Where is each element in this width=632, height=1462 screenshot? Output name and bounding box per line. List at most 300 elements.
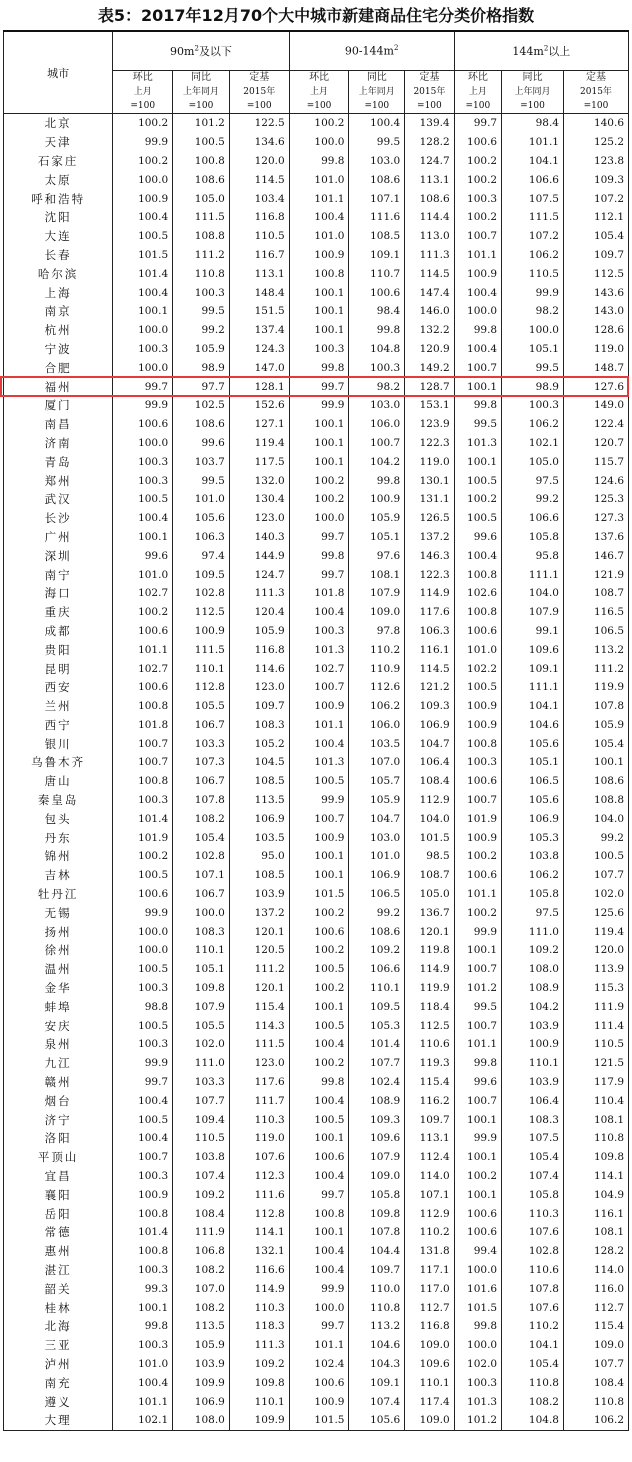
table-row <box>4 885 629 904</box>
city-name-cell: 常德 <box>4 1223 113 1242</box>
index-value-cell: 103.5 <box>349 734 405 753</box>
index-value-cell: 108.6 <box>405 189 455 208</box>
index-value-cell: 104.6 <box>502 716 564 735</box>
index-value-cell: 128.2 <box>405 133 455 152</box>
index-value-cell: 117.9 <box>563 1073 628 1092</box>
index-value-cell: 98.2 <box>349 377 405 396</box>
index-value-cell: 100.3 <box>113 340 173 359</box>
city-name-cell: 重庆 <box>4 603 113 622</box>
index-value-cell: 99.8 <box>289 358 349 377</box>
index-value-cell: 124.6 <box>563 471 628 490</box>
city-name-cell: 合肥 <box>4 358 113 377</box>
index-value-cell: 109.2 <box>349 941 405 960</box>
index-value-cell: 111.2 <box>563 659 628 678</box>
index-value-cell: 111.5 <box>173 640 230 659</box>
index-value-cell: 100.1 <box>289 866 349 885</box>
index-value-cell: 99.9 <box>289 791 349 810</box>
index-value-cell: 110.9 <box>349 659 405 678</box>
index-value-cell: 101.0 <box>113 1355 173 1374</box>
index-value-cell: 100.0 <box>173 903 230 922</box>
index-value-cell: 112.8 <box>229 1204 289 1223</box>
city-name-cell: 宁波 <box>4 340 113 359</box>
index-value-cell: 117.6 <box>229 1073 289 1092</box>
base-value-label: =100 <box>454 99 501 114</box>
index-value-cell: 105.6 <box>349 1411 405 1430</box>
index-value-cell: 100.4 <box>113 208 173 227</box>
index-value-cell: 127.1 <box>229 415 289 434</box>
index-value-cell: 100.9 <box>502 1035 564 1054</box>
index-value-cell: 131.1 <box>405 490 455 509</box>
index-value-cell: 100.7 <box>113 734 173 753</box>
index-value-cell: 98.5 <box>405 847 455 866</box>
index-value-cell: 111.9 <box>173 1223 230 1242</box>
city-name-cell: 宜昌 <box>4 1167 113 1186</box>
index-value-cell: 100.9 <box>289 1392 349 1411</box>
index-value-cell: 100.2 <box>289 471 349 490</box>
index-value-cell: 101.8 <box>289 584 349 603</box>
index-value-cell: 113.2 <box>349 1317 405 1336</box>
index-value-cell: 104.9 <box>563 1185 628 1204</box>
index-value-cell: 147.0 <box>229 358 289 377</box>
city-name-cell: 海口 <box>4 584 113 603</box>
index-value-cell: 101.1 <box>454 246 501 265</box>
index-value-cell: 109.0 <box>405 1411 455 1430</box>
index-value-cell: 95.8 <box>502 546 564 565</box>
index-value-cell: 105.3 <box>349 1016 405 1035</box>
index-value-cell: 100.1 <box>289 302 349 321</box>
index-value-cell: 101.3 <box>454 1392 501 1411</box>
table-row <box>4 208 629 227</box>
index-value-cell: 140.3 <box>229 528 289 547</box>
city-name-cell: 南宁 <box>4 565 113 584</box>
index-value-cell: 120.0 <box>229 152 289 171</box>
index-value-cell: 109.2 <box>502 941 564 960</box>
index-value-cell: 102.1 <box>502 434 564 453</box>
index-value-cell: 119.0 <box>405 452 455 471</box>
index-value-cell: 109.8 <box>349 1204 405 1223</box>
index-value-cell: 136.7 <box>405 903 455 922</box>
index-value-cell: 114.9 <box>229 1279 289 1298</box>
base-period-label: 上月 <box>289 85 349 99</box>
city-name-cell: 惠州 <box>4 1242 113 1261</box>
index-value-cell: 108.3 <box>502 1110 564 1129</box>
index-value-cell: 100.5 <box>289 1016 349 1035</box>
table-row <box>4 1355 629 1374</box>
base-period-label: 上年同月 <box>173 85 230 99</box>
index-value-cell: 107.6 <box>502 1298 564 1317</box>
index-value-cell: 100.4 <box>289 1167 349 1186</box>
index-value-cell: 116.7 <box>229 246 289 265</box>
index-value-cell: 101.4 <box>349 1035 405 1054</box>
index-value-cell: 120.7 <box>563 434 628 453</box>
index-value-cell: 100.0 <box>113 170 173 189</box>
city-name-cell: 武汉 <box>4 490 113 509</box>
index-value-cell: 102.7 <box>113 659 173 678</box>
index-value-cell: 113.2 <box>563 640 628 659</box>
index-value-cell: 110.3 <box>229 1298 289 1317</box>
index-value-cell: 100.3 <box>454 753 501 772</box>
index-value-cell: 100.8 <box>289 1204 349 1223</box>
index-value-cell: 100.9 <box>173 622 230 641</box>
city-name-cell: 成都 <box>4 622 113 641</box>
index-value-cell: 100.4 <box>289 1261 349 1280</box>
city-name-cell: 西安 <box>4 678 113 697</box>
index-value-cell: 108.6 <box>349 170 405 189</box>
index-value-cell: 137.6 <box>563 528 628 547</box>
city-name-cell: 大连 <box>4 227 113 246</box>
index-value-cell: 97.5 <box>502 903 564 922</box>
index-value-cell: 100.9 <box>454 828 501 847</box>
index-value-cell: 100.5 <box>113 960 173 979</box>
index-value-cell: 102.1 <box>113 1411 173 1430</box>
index-value-cell: 101.1 <box>502 133 564 152</box>
city-name-cell: 北海 <box>4 1317 113 1336</box>
index-value-cell: 109.0 <box>349 1167 405 1186</box>
base-value-label: =100 <box>405 99 455 114</box>
index-value-cell: 100.1 <box>113 528 173 547</box>
index-value-cell: 114.5 <box>229 170 289 189</box>
index-value-cell: 110.1 <box>349 979 405 998</box>
index-value-cell: 109.2 <box>229 1355 289 1374</box>
table-row <box>4 922 629 941</box>
index-value-cell: 112.5 <box>173 603 230 622</box>
index-value-cell: 108.1 <box>563 1223 628 1242</box>
city-name-cell: 长沙 <box>4 509 113 528</box>
table-row <box>4 1054 629 1073</box>
index-value-cell: 151.5 <box>229 302 289 321</box>
index-value-cell: 109.1 <box>502 659 564 678</box>
index-value-cell: 100.2 <box>113 847 173 866</box>
index-value-cell: 99.7 <box>289 1317 349 1336</box>
index-value-cell: 100.6 <box>454 1204 501 1223</box>
index-value-cell: 110.5 <box>502 264 564 283</box>
table-row <box>4 471 629 490</box>
index-value-cell: 110.6 <box>502 1261 564 1280</box>
index-value-cell: 109.7 <box>405 1110 455 1129</box>
index-value-cell: 108.3 <box>173 922 230 941</box>
index-value-cell: 148.4 <box>229 283 289 302</box>
index-value-cell: 100.9 <box>113 189 173 208</box>
group-header-tail: 以上 <box>548 45 571 58</box>
index-value-cell: 111.9 <box>563 997 628 1016</box>
index-value-cell: 100.4 <box>454 283 501 302</box>
index-value-cell: 100.3 <box>113 471 173 490</box>
index-value-cell: 109.8 <box>229 1373 289 1392</box>
group-header-sup: 2 <box>543 44 549 53</box>
index-value-cell: 105.1 <box>502 753 564 772</box>
index-value-cell: 110.0 <box>349 1279 405 1298</box>
index-value-cell: 100.2 <box>289 903 349 922</box>
index-value-cell: 120.1 <box>405 922 455 941</box>
index-value-cell: 132.2 <box>405 321 455 340</box>
index-value-cell: 120.4 <box>229 603 289 622</box>
city-name-cell: 厦门 <box>4 396 113 415</box>
index-value-cell: 99.7 <box>289 377 349 396</box>
index-value-cell: 108.2 <box>502 1392 564 1411</box>
group-header-sup: 2 <box>194 44 199 53</box>
index-value-cell: 100.5 <box>173 133 230 152</box>
index-value-cell: 116.1 <box>405 640 455 659</box>
table-row <box>4 809 629 828</box>
index-value-cell: 120.1 <box>229 979 289 998</box>
index-value-cell: 112.9 <box>405 1204 455 1223</box>
index-value-cell: 100.0 <box>289 509 349 528</box>
table-row <box>4 659 629 678</box>
group-header-small <box>113 31 289 71</box>
table-row <box>4 903 629 922</box>
index-value-cell: 117.5 <box>229 452 289 471</box>
index-value-cell: 101.2 <box>454 1411 501 1430</box>
index-value-cell: 100.0 <box>454 1261 501 1280</box>
index-value-cell: 107.9 <box>502 603 564 622</box>
table-row <box>4 828 629 847</box>
index-value-cell: 100.8 <box>113 1242 173 1261</box>
index-value-cell: 100.2 <box>454 152 501 171</box>
index-value-cell: 100.3 <box>454 189 501 208</box>
index-value-cell: 114.9 <box>405 960 455 979</box>
index-value-cell: 100.2 <box>289 1054 349 1073</box>
index-value-cell: 100.1 <box>563 753 628 772</box>
table-row <box>4 490 629 509</box>
table-row <box>4 133 629 152</box>
index-value-cell: 114.3 <box>229 1016 289 1035</box>
index-value-cell: 100.4 <box>113 1373 173 1392</box>
index-value-cell: 107.5 <box>502 189 564 208</box>
index-value-cell: 106.5 <box>563 622 628 641</box>
city-name-cell: 南昌 <box>4 415 113 434</box>
index-value-cell: 137.4 <box>229 321 289 340</box>
index-value-cell: 110.1 <box>405 1373 455 1392</box>
city-name-cell: 蚌埠 <box>4 997 113 1016</box>
index-value-cell: 114.1 <box>229 1223 289 1242</box>
index-value-cell: 100.3 <box>113 791 173 810</box>
index-value-cell: 100.1 <box>289 415 349 434</box>
city-name-cell: 深圳 <box>4 546 113 565</box>
index-value-cell: 109.0 <box>405 1336 455 1355</box>
table-row <box>4 1016 629 1035</box>
index-value-cell: 99.9 <box>113 903 173 922</box>
index-value-cell: 118.3 <box>229 1317 289 1336</box>
index-value-cell: 100.2 <box>289 941 349 960</box>
index-value-cell: 122.3 <box>405 565 455 584</box>
index-value-cell: 101.5 <box>454 1298 501 1317</box>
index-value-cell: 110.6 <box>405 1035 455 1054</box>
index-value-cell: 103.3 <box>173 734 230 753</box>
index-value-cell: 97.5 <box>502 471 564 490</box>
index-value-cell: 99.9 <box>113 396 173 415</box>
index-value-cell: 121.5 <box>563 1054 628 1073</box>
index-value-cell: 130.4 <box>229 490 289 509</box>
index-value-cell: 104.2 <box>349 452 405 471</box>
index-value-cell: 102.7 <box>289 659 349 678</box>
index-value-cell: 109.7 <box>229 697 289 716</box>
city-name-cell: 贵阳 <box>4 640 113 659</box>
index-value-cell: 100.6 <box>289 922 349 941</box>
index-value-cell: 101.5 <box>113 246 173 265</box>
index-value-cell: 107.7 <box>563 1355 628 1374</box>
city-name-cell: 锦州 <box>4 847 113 866</box>
index-value-cell: 108.8 <box>173 227 230 246</box>
table-row <box>4 1129 629 1148</box>
index-value-cell: 100.1 <box>113 302 173 321</box>
index-value-cell: 100.1 <box>289 847 349 866</box>
index-value-cell: 114.1 <box>563 1167 628 1186</box>
index-value-cell: 105.4 <box>502 1355 564 1374</box>
index-value-cell: 116.8 <box>229 640 289 659</box>
table-row <box>4 791 629 810</box>
index-value-cell: 115.3 <box>563 979 628 998</box>
index-value-cell: 107.9 <box>349 584 405 603</box>
city-name-cell: 南京 <box>4 302 113 321</box>
index-value-cell: 101.3 <box>289 640 349 659</box>
index-value-cell: 102.0 <box>173 1035 230 1054</box>
table-row <box>4 1336 629 1355</box>
index-value-cell: 100.5 <box>563 847 628 866</box>
table-row <box>4 264 629 283</box>
index-value-cell: 107.1 <box>349 189 405 208</box>
index-value-cell: 116.8 <box>405 1317 455 1336</box>
index-value-cell: 105.4 <box>173 828 230 847</box>
index-value-cell: 110.7 <box>349 264 405 283</box>
city-name-cell: 西宁 <box>4 716 113 735</box>
index-value-cell: 100.9 <box>349 490 405 509</box>
sub-column-header: 定基 <box>563 71 628 86</box>
index-value-cell: 112.3 <box>229 1167 289 1186</box>
index-value-cell: 100.7 <box>113 1148 173 1167</box>
index-value-cell: 108.7 <box>563 584 628 603</box>
index-value-cell: 110.2 <box>349 640 405 659</box>
index-value-cell: 131.8 <box>405 1242 455 1261</box>
index-value-cell: 103.7 <box>173 452 230 471</box>
index-value-cell: 100.5 <box>113 1016 173 1035</box>
index-value-cell: 108.2 <box>173 1298 230 1317</box>
index-value-cell: 113.9 <box>563 960 628 979</box>
sub-column-header: 定基 <box>405 71 455 86</box>
index-value-cell: 110.1 <box>173 659 230 678</box>
index-value-cell: 123.8 <box>563 152 628 171</box>
index-value-cell: 99.8 <box>349 321 405 340</box>
index-value-cell: 100.8 <box>113 772 173 791</box>
base-period-label: 2015年 <box>563 85 628 99</box>
group-header-large <box>454 31 628 71</box>
index-value-cell: 100.4 <box>113 1129 173 1148</box>
city-name-cell: 青岛 <box>4 452 113 471</box>
table-row <box>4 415 629 434</box>
index-value-cell: 106.5 <box>502 772 564 791</box>
city-name-cell: 桂林 <box>4 1298 113 1317</box>
index-value-cell: 100.0 <box>454 1336 501 1355</box>
index-value-cell: 97.8 <box>349 622 405 641</box>
index-value-cell: 111.0 <box>173 1054 230 1073</box>
index-value-cell: 98.2 <box>502 302 564 321</box>
table-row <box>4 941 629 960</box>
index-value-cell: 110.5 <box>173 1129 230 1148</box>
index-value-cell: 102.8 <box>502 1242 564 1261</box>
index-value-cell: 99.2 <box>563 828 628 847</box>
index-value-cell: 106.7 <box>173 716 230 735</box>
index-value-cell: 111.3 <box>229 1336 289 1355</box>
index-value-cell: 100.5 <box>454 678 501 697</box>
index-value-cell: 110.2 <box>405 1223 455 1242</box>
index-value-cell: 105.8 <box>502 1185 564 1204</box>
index-value-cell: 108.4 <box>563 1373 628 1392</box>
index-value-cell: 119.3 <box>405 1054 455 1073</box>
index-value-cell: 125.3 <box>563 490 628 509</box>
city-name-cell: 济南 <box>4 434 113 453</box>
index-value-cell: 146.7 <box>563 546 628 565</box>
index-value-cell: 106.7 <box>173 885 230 904</box>
index-value-cell: 106.2 <box>563 1411 628 1430</box>
index-value-cell: 105.4 <box>563 734 628 753</box>
index-value-cell: 101.0 <box>349 847 405 866</box>
index-value-cell: 109.0 <box>563 1336 628 1355</box>
index-value-cell: 114.5 <box>405 264 455 283</box>
index-value-cell: 98.4 <box>502 114 564 133</box>
index-value-cell: 125.6 <box>563 903 628 922</box>
city-name-cell: 济宁 <box>4 1110 113 1129</box>
index-value-cell: 100.2 <box>454 490 501 509</box>
index-value-cell: 97.7 <box>173 377 230 396</box>
index-value-cell: 105.1 <box>173 960 230 979</box>
index-value-cell: 110.2 <box>502 1317 564 1336</box>
city-name-cell: 牡丹江 <box>4 885 113 904</box>
table-row <box>4 1110 629 1129</box>
index-value-cell: 100.1 <box>454 452 501 471</box>
index-value-cell: 100.6 <box>113 678 173 697</box>
index-value-cell: 100.6 <box>349 283 405 302</box>
index-value-cell: 100.1 <box>289 321 349 340</box>
index-value-cell: 99.7 <box>289 528 349 547</box>
index-value-cell: 100.8 <box>454 734 501 753</box>
city-name-cell: 乌鲁木齐 <box>4 753 113 772</box>
index-value-cell: 143.6 <box>563 283 628 302</box>
table-row <box>4 1167 629 1186</box>
index-value-cell: 105.2 <box>229 734 289 753</box>
index-value-cell: 107.8 <box>502 1279 564 1298</box>
index-value-cell: 100.7 <box>454 1091 501 1110</box>
index-value-cell: 100.6 <box>113 415 173 434</box>
table-row <box>4 1298 629 1317</box>
index-value-cell: 100.7 <box>454 227 501 246</box>
index-value-cell: 111.1 <box>502 678 564 697</box>
index-value-cell: 114.6 <box>229 659 289 678</box>
index-value-cell: 107.4 <box>173 1167 230 1186</box>
index-value-cell: 147.4 <box>405 283 455 302</box>
index-value-cell: 112.1 <box>563 208 628 227</box>
price-index-table <box>3 30 629 1431</box>
index-value-cell: 110.1 <box>229 1392 289 1411</box>
index-value-cell: 107.3 <box>173 753 230 772</box>
sub-column-header: 环比 <box>454 71 501 86</box>
index-value-cell: 108.3 <box>229 716 289 735</box>
index-value-cell: 106.2 <box>349 697 405 716</box>
index-value-cell: 109.5 <box>349 997 405 1016</box>
index-value-cell: 101.1 <box>454 885 501 904</box>
index-value-cell: 100.6 <box>454 772 501 791</box>
index-value-cell: 112.6 <box>349 678 405 697</box>
index-value-cell: 106.6 <box>502 509 564 528</box>
index-value-cell: 100.1 <box>454 1110 501 1129</box>
index-value-cell: 100.3 <box>113 1261 173 1280</box>
index-value-cell: 111.3 <box>229 584 289 603</box>
index-value-cell: 100.2 <box>113 603 173 622</box>
index-value-cell: 102.5 <box>173 396 230 415</box>
base-value-label: =100 <box>113 99 173 114</box>
index-value-cell: 109.7 <box>563 246 628 265</box>
city-name-cell: 石家庄 <box>4 152 113 171</box>
index-value-cell: 99.5 <box>454 997 501 1016</box>
index-value-cell: 111.2 <box>173 246 230 265</box>
